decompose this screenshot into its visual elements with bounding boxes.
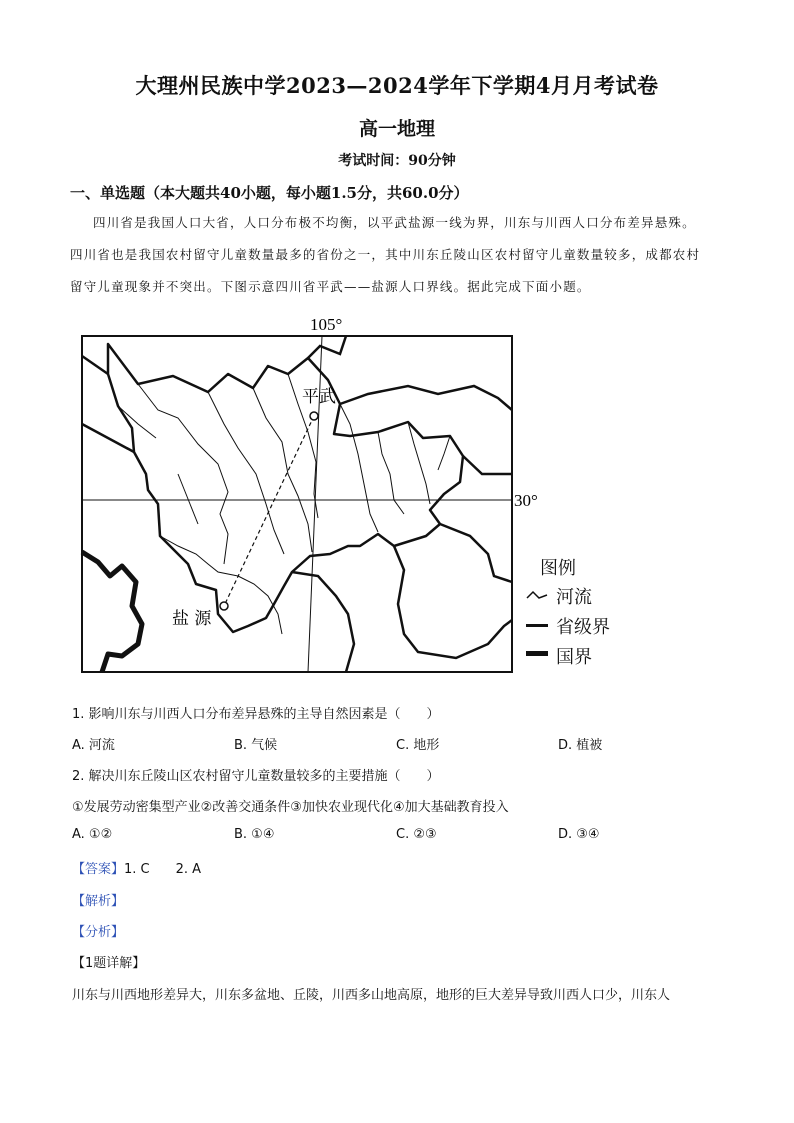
national-border — [82, 552, 142, 672]
pingwu-label: 平武 — [302, 387, 336, 407]
question-2-option-d: D. ③④ — [558, 827, 600, 842]
province-line-north — [308, 336, 346, 358]
province-line-east-1 — [463, 456, 512, 474]
legend-province-line — [526, 624, 548, 627]
province-line-west-2 — [82, 424, 134, 452]
legend-province-text: 省级界 — [556, 617, 610, 638]
passage-line-2: 四川省也是我国农村留守儿童数量最多的省份之一，其中川东丘陵山区农村留守儿童数量较多，成都农村 — [70, 247, 701, 262]
detail-text: 川东与川西地形差异大，川东多盆地、丘陵，川西多山地高原，地形的巨大差异导致川西人口少，川东人 — [72, 988, 671, 1003]
exam-title: 大理州民族中学2023—2024学年下学期4月月考试卷 — [135, 73, 659, 98]
question-1-option-d: D. 植被 — [558, 738, 603, 753]
province-line-southeast — [394, 546, 512, 658]
answer-text: 1. C 2. A — [124, 862, 202, 877]
map-frame — [82, 336, 512, 672]
legend-river-icon — [526, 586, 548, 596]
pingwu-marker — [310, 412, 318, 420]
section-heading: 一、单选题（本大题共40小题，每小题1.5分，共60.0分） — [70, 184, 469, 202]
analysis-label: 【解析】 — [72, 894, 125, 909]
province-line-northeast — [340, 386, 512, 410]
pingwu-yanyuan-line — [224, 416, 314, 606]
detail-heading: 【1题详解】 — [72, 956, 146, 971]
legend-river-text: 河流 — [556, 587, 592, 608]
question-1-option-c: C. 地形 — [396, 738, 440, 753]
question-2-statements: ①发展劳动密集型产业②改善交通条件③加快农业现代化④加大基础教育投入 — [72, 800, 509, 815]
latitude-label: 30° — [514, 491, 538, 510]
fenxi-label: 【分析】 — [72, 925, 125, 940]
longitude-label: 105° — [310, 315, 343, 334]
question-1-option-b: B. 气候 — [234, 738, 278, 753]
sichuan-map-figure: 105° 30° 平武 盐 源 图例 — [78, 314, 548, 678]
passage-line-3: 留守儿童现象并不突出。下图示意四川省平武——盐源人口界线。据此完成下面小题。 — [70, 279, 591, 294]
legend-title-text: 图例 — [540, 558, 576, 579]
province-line-east-2 — [440, 524, 512, 582]
yanyuan-label: 盐 源 — [172, 609, 212, 629]
legend-country-text: 国界 — [556, 647, 592, 668]
question-2-option-c: C. ②③ — [396, 827, 437, 842]
question-2-option-b: B. ①④ — [234, 827, 275, 842]
question-1-stem: 1. 影响川东与川西人口分布差异悬殊的主导自然因素是（ ） — [72, 707, 440, 722]
province-line-west-1 — [82, 356, 108, 374]
answer-block — [72, 858, 201, 877]
question-2-option-a: A. ①② — [72, 827, 113, 842]
subject-title: 高一地理 — [358, 118, 435, 140]
province-line-south — [292, 572, 354, 672]
question-2-stem: 2. 解决川东丘陵山区农村留守儿童数量较多的主要措施（ ） — [72, 769, 440, 784]
question-1-option-a: A. 河流 — [72, 738, 115, 753]
passage-line-1: 四川省是我国人口大省，人口分布极不均衡，以平武盐源一线为界，川东与川西人口分布差异悬殊。 — [93, 215, 696, 230]
yanyuan-marker — [220, 602, 228, 610]
exam-time: 考试时间：90分钟 — [338, 153, 456, 169]
answer-label: 【答案】 — [72, 862, 125, 877]
legend-country-line — [526, 651, 548, 656]
